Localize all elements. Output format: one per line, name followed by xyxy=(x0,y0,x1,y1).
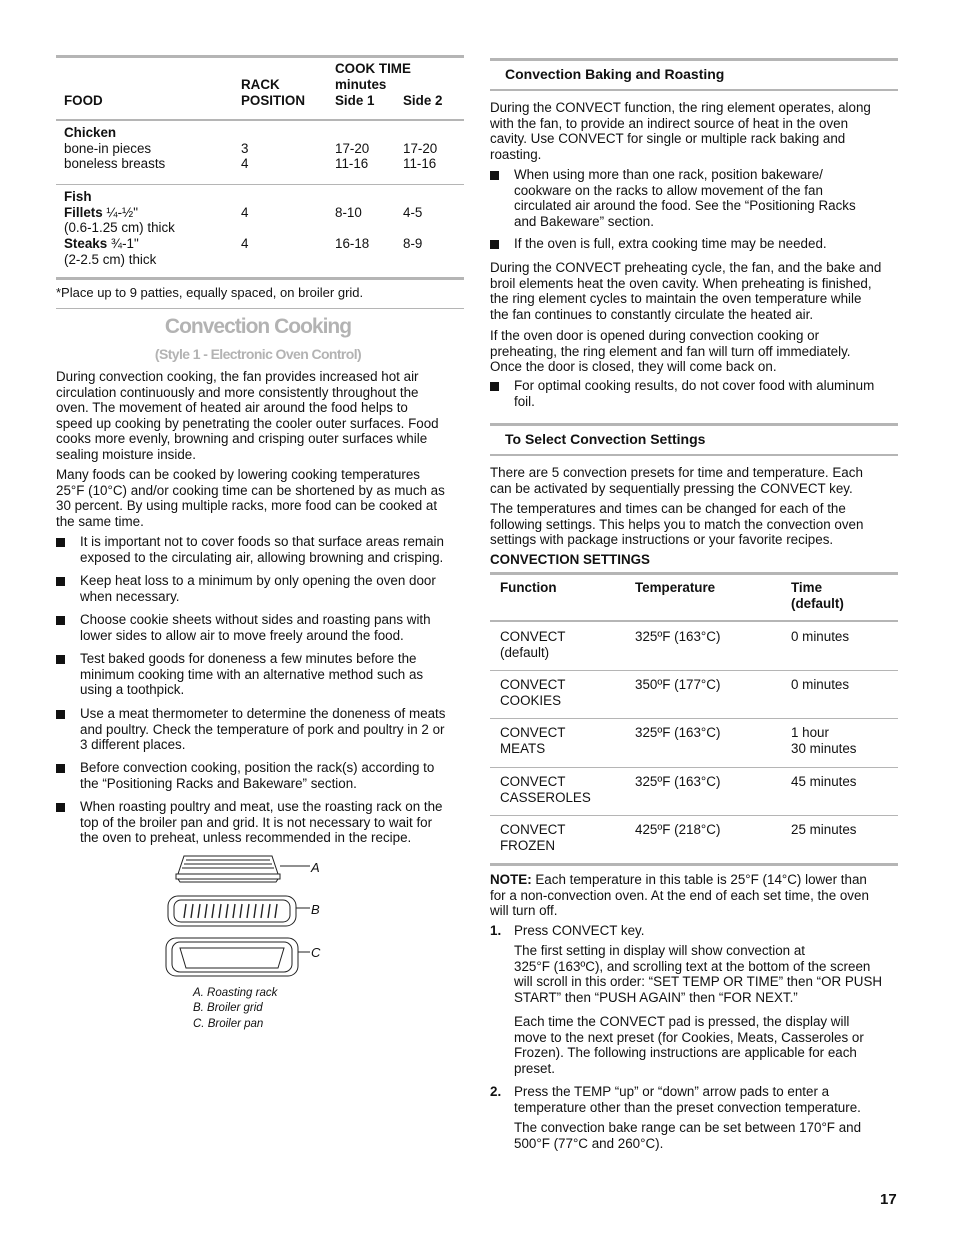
chicken-row-side1: 11-16 xyxy=(335,156,369,171)
text-line: Choose cookie sheets without sides and roasting pans with xyxy=(80,612,431,627)
fish-fillets-metric: (0.6-1.25 cm) thick xyxy=(64,220,175,235)
steaks-side1: 16-18 xyxy=(335,236,370,251)
text-line: If the oven door is opened during convection cooking or xyxy=(490,328,820,343)
text-line: with the fan, to provide an indirect source of heat in the oven xyxy=(490,115,849,131)
fillets-size: ¼-½" xyxy=(102,205,138,220)
text-line: circulation continuously and more consistently throughout the xyxy=(56,384,419,400)
text-line: the fan continues to constantly circulate the heated air. xyxy=(490,306,814,322)
text-line: top of the broiler pan and grid. It is not necessary to wait for xyxy=(80,814,433,830)
note-paragraph xyxy=(490,872,869,919)
broiler-illustration xyxy=(160,852,320,982)
header-cook-time-2: minutes xyxy=(335,77,387,92)
header-food: FOOD xyxy=(64,93,103,108)
heading-rule-bottom xyxy=(490,454,898,456)
text-line: CASSEROLES xyxy=(500,789,591,805)
chicken-row-food: bone-in pieces xyxy=(64,141,152,156)
text-line: and Bakeware” section. xyxy=(514,213,654,229)
text-line: the oven to preheat, unless recommended in the recipe. xyxy=(80,830,412,846)
text-line: the “Positioning Racks and Bakeware” section. xyxy=(80,775,357,791)
text-line: Many foods can be cooked by lowering cooking temperatures xyxy=(56,467,420,482)
text-line: 500°F (77°C and 260°C). xyxy=(514,1135,664,1151)
col-function: Function xyxy=(500,580,557,595)
header-rule xyxy=(56,119,464,121)
text-line: the ring element cycles to maintain the oven temperature while xyxy=(490,291,862,307)
chicken-title: Chicken xyxy=(64,125,117,140)
label-a: A xyxy=(311,860,320,875)
table-footnote: *Place up to 9 patties, equally spaced, on broiler grid. xyxy=(56,285,364,300)
row-rule xyxy=(490,670,898,671)
col-temperature: Temperature xyxy=(635,580,716,595)
text-line: If the oven is full, extra cooking time may be needed. xyxy=(514,236,827,251)
text-line: following settings. This helps you to match the convection oven xyxy=(490,516,864,532)
cell-function xyxy=(500,725,565,756)
text-line: for a non-convection oven. At the end of each set time, the oven xyxy=(490,887,869,903)
list-item xyxy=(514,167,856,229)
cell-function xyxy=(500,629,565,660)
footnote-rule xyxy=(56,308,464,309)
header-side1: Side 1 xyxy=(335,93,375,108)
cell-function xyxy=(500,677,565,708)
text-line: When using more than one rack, position bakeware/ xyxy=(514,167,823,182)
table-title: CONVECTION SETTINGS xyxy=(490,552,650,567)
chicken-row-rack: 4 xyxy=(241,156,249,171)
col-time: Time xyxy=(791,580,823,595)
chicken-row-food: boneless breasts xyxy=(64,156,166,171)
bullet-square xyxy=(56,655,65,664)
fillets-side1: 8-10 xyxy=(335,205,362,220)
text-line: 45 minutes xyxy=(791,774,857,789)
text-line: 0 minutes xyxy=(791,629,850,644)
bullet-square xyxy=(56,538,65,547)
text-line: For optimal cooking results, do not cover food with aluminum xyxy=(514,378,875,393)
text-line: move to the next preset (for Cookies, Meats, Casseroles or xyxy=(514,1029,864,1045)
text-line: when necessary. xyxy=(80,588,180,604)
text-line: Frozen). The following instructions are applicable for each xyxy=(514,1045,857,1061)
text-line: circulated air around the food. See the “Positioning Racks xyxy=(514,198,856,214)
text-line: Before convection cooking, position the rack(s) according to xyxy=(80,760,435,775)
row-rule xyxy=(490,767,898,768)
list-item xyxy=(80,612,431,643)
text-line: broil elements heat the oven cavity. When preheating is finished, xyxy=(490,275,872,291)
row-rule xyxy=(490,718,898,719)
step-1-detail-1 xyxy=(514,943,882,1005)
roasting-rack-drawing xyxy=(176,856,310,882)
section-title: Convection Cooking xyxy=(164,315,352,338)
text-line: CONVECT xyxy=(500,774,566,789)
cb-paragraph-1 xyxy=(490,100,871,162)
fillets-rack: 4 xyxy=(241,205,249,220)
chicken-row-rack: 3 xyxy=(241,141,249,156)
header-cook-time-1: COOK TIME xyxy=(335,61,411,76)
text-line: During the CONVECT preheating cycle, the fan, and the bake and xyxy=(490,260,882,275)
text-line: START” then “PUSH AGAIN” then “FOR NEXT.” xyxy=(514,989,798,1005)
cb-paragraph-2 xyxy=(490,260,881,322)
caption-b: B. Broiler grid xyxy=(193,1002,263,1014)
step-2-number: 2. xyxy=(490,1084,502,1099)
header-rule xyxy=(490,620,898,622)
header-rack-2: POSITION xyxy=(241,93,305,108)
ss-paragraph-1 xyxy=(490,465,863,496)
list-item xyxy=(514,236,827,252)
text-line: cookware on the racks to allow movement of the fan xyxy=(514,182,823,198)
text-line: (default) xyxy=(500,644,550,660)
fillets-label: Fillets xyxy=(64,205,103,220)
table-top-rule xyxy=(56,55,464,58)
broiler-grid-drawing xyxy=(168,896,310,926)
heading-rule-top xyxy=(490,58,898,61)
text-line: the same time. xyxy=(56,513,144,529)
bullet-square xyxy=(56,710,65,719)
table-bottom-rule xyxy=(490,863,898,866)
fillets-side2: 4-5 xyxy=(403,205,423,220)
text-line: Test baked goods for doneness a few minutes before the xyxy=(80,651,417,666)
bullet-square xyxy=(56,577,65,586)
list-item xyxy=(80,706,445,753)
cb-paragraph-3 xyxy=(490,328,851,375)
table-top-rule xyxy=(490,572,898,575)
text-line: lower sides to allow air to move freely around the food. xyxy=(80,627,404,643)
fish-title: Fish xyxy=(64,189,92,204)
cell-function xyxy=(500,822,565,853)
text-line: foil. xyxy=(514,393,535,409)
bullet-square xyxy=(490,171,499,180)
text-line: Once the door is closed, they will come back on. xyxy=(490,359,777,375)
list-item xyxy=(80,760,434,791)
steaks-label: Steaks xyxy=(64,236,108,251)
heading-rule-top xyxy=(490,423,898,426)
text-line: cooks more evenly, browning and crisping outer surfaces while xyxy=(56,431,428,447)
caption-a: A. Roasting rack xyxy=(193,987,278,999)
cell-temperature: 325ºF (163°C) xyxy=(635,629,721,644)
cell-temperature: 350ºF (177°C) xyxy=(635,677,721,692)
cell-time xyxy=(791,822,857,838)
cc-paragraph-1 xyxy=(56,369,439,463)
note-text: Each temperature in this table is 25°F (14°C) lower than xyxy=(531,872,867,887)
text-line: 0 minutes xyxy=(791,677,850,692)
text-line: sealing moisture inside. xyxy=(56,446,196,462)
chicken-row-side1: 17-20 xyxy=(335,141,370,156)
text-line: CONVECT xyxy=(500,725,566,740)
text-line: preheating, the ring element and fan will turn off immediately. xyxy=(490,343,851,359)
text-line: The first setting in display will show convection at xyxy=(514,943,806,958)
text-line: When roasting poultry and meat, use the roasting rack on the xyxy=(80,799,443,814)
text-line: oven. The movement of heated air around the food helps to xyxy=(56,400,408,416)
header-side2: Side 2 xyxy=(403,93,443,108)
text-line: preset. xyxy=(514,1060,555,1076)
row-rule xyxy=(56,184,464,185)
fish-steaks xyxy=(64,236,139,252)
text-line: 325°F (163ºC), and scrolling text at the bottom of the screen xyxy=(514,958,871,974)
text-line: Each time the CONVECT pad is pressed, the display will xyxy=(514,1014,850,1029)
section-subtitle: (Style 1 - Electronic Oven Control) xyxy=(154,346,362,362)
text-line: temperature other than the preset convection temperature. xyxy=(514,1099,861,1115)
text-line: COOKIES xyxy=(500,692,562,708)
bullet-square xyxy=(490,240,499,249)
text-line: Press the TEMP “up” or “down” arrow pads to enter a xyxy=(514,1084,830,1099)
text-line: CONVECT xyxy=(500,629,566,644)
text-line: The temperatures and times can be changed for each of the xyxy=(490,501,846,516)
fish-steaks-metric: (2-2.5 cm) thick xyxy=(64,252,157,267)
page-number: 17 xyxy=(880,1191,897,1208)
heading-rule-bottom xyxy=(490,89,898,91)
text-line: It is important not to cover foods so that surface areas remain xyxy=(80,534,444,549)
chicken-row-side2: 17-20 xyxy=(403,141,438,156)
label-c: C xyxy=(311,945,321,960)
step-1-number: 1. xyxy=(490,923,502,938)
text-line: CONVECT xyxy=(500,822,566,837)
text-line: speed up cooking by penetrating the cooler outer surfaces. Food xyxy=(56,415,439,431)
text-line: 1 hour xyxy=(791,725,829,740)
text-line: 30 percent. By using multiple racks, more food can be cooked at xyxy=(56,498,438,514)
bullet-square xyxy=(56,803,65,812)
cell-time xyxy=(791,629,849,645)
text-line: and poultry. Check the temperature of pork and poultry in 2 or xyxy=(80,721,445,737)
step-1-text: Press CONVECT key. xyxy=(514,923,645,938)
cell-time xyxy=(791,774,857,790)
steaks-size: ¾-1" xyxy=(107,236,139,251)
steaks-side2: 8-9 xyxy=(403,236,423,251)
step-2-detail xyxy=(514,1120,861,1151)
bullet-square xyxy=(56,764,65,773)
fish-fillets xyxy=(64,205,138,221)
cell-time xyxy=(791,677,849,693)
header-rack-1: RACK xyxy=(241,77,280,92)
text-line: can be activated by sequentially pressing the CONVECT key. xyxy=(490,480,853,496)
text-line: 3 different places. xyxy=(80,737,186,753)
text-line: 30 minutes xyxy=(791,740,857,756)
heading-convection-baking: Convection Baking and Roasting xyxy=(505,66,725,82)
text-line: CONVECT xyxy=(500,677,566,692)
label-b: B xyxy=(311,902,320,917)
text-line: Use a meat thermometer to determine the doneness of meats xyxy=(80,706,446,721)
row-rule xyxy=(490,815,898,816)
caption-c: C. Broiler pan xyxy=(193,1018,264,1030)
list-item xyxy=(80,534,444,565)
text-line: There are 5 convection presets for time and temperature. Each xyxy=(490,465,863,480)
text-line: will turn off. xyxy=(490,903,558,919)
text-line: using a toothpick. xyxy=(80,682,185,698)
ss-paragraph-2 xyxy=(490,501,863,548)
text-line: roasting. xyxy=(490,146,542,162)
text-line: cavity. Use CONVECT for single or multiple rack baking and xyxy=(490,131,846,147)
note-first-line xyxy=(490,872,869,888)
step-2-text xyxy=(514,1084,861,1115)
cell-temperature: 425ºF (218°C) xyxy=(635,822,721,837)
text-line: During the CONVECT function, the ring element operates, along xyxy=(490,100,871,115)
text-line: minimum cooking time with an alternative method such as xyxy=(80,666,424,682)
text-line: 25°F (10°C) and/or cooking time can be shortened by as much as xyxy=(56,482,445,498)
table-bottom-rule xyxy=(56,277,464,280)
broiler-pan-drawing xyxy=(166,938,310,976)
list-item xyxy=(80,651,423,698)
cell-temperature: 325ºF (163°C) xyxy=(635,725,721,740)
text-line: will scroll in this order: “SET TEMP OR TIME” then “OR PUSH xyxy=(514,974,883,990)
text-line: Keep heat loss to a minimum by only opening the oven door xyxy=(80,573,436,588)
cell-time xyxy=(791,725,857,756)
list-item xyxy=(514,378,874,409)
col-time-default: (default) xyxy=(791,596,844,611)
steaks-rack: 4 xyxy=(241,236,249,251)
text-line: MEATS xyxy=(500,740,546,756)
text-line: 25 minutes xyxy=(791,822,857,837)
bullet-square xyxy=(56,616,65,625)
bullet-square xyxy=(490,382,499,391)
chicken-row-side2: 11-16 xyxy=(403,156,437,171)
list-item xyxy=(80,573,436,604)
text-line: settings with package instructions or your favorite recipes. xyxy=(490,532,834,548)
text-line: FROZEN xyxy=(500,837,556,853)
cc-paragraph-2 xyxy=(56,467,445,529)
note-label: NOTE: xyxy=(490,872,532,887)
text-line: exposed to the circulating air, allowing browning and crisping. xyxy=(80,549,444,565)
cell-function xyxy=(500,774,591,805)
list-item xyxy=(80,799,443,846)
step-1-detail-2 xyxy=(514,1014,864,1076)
cell-temperature: 325ºF (163°C) xyxy=(635,774,721,789)
text-line: The convection bake range can be set between 170°F and xyxy=(514,1120,862,1135)
heading-select-settings: To Select Convection Settings xyxy=(505,431,706,447)
text-line: During convection cooking, the fan provides increased hot air xyxy=(56,369,419,384)
